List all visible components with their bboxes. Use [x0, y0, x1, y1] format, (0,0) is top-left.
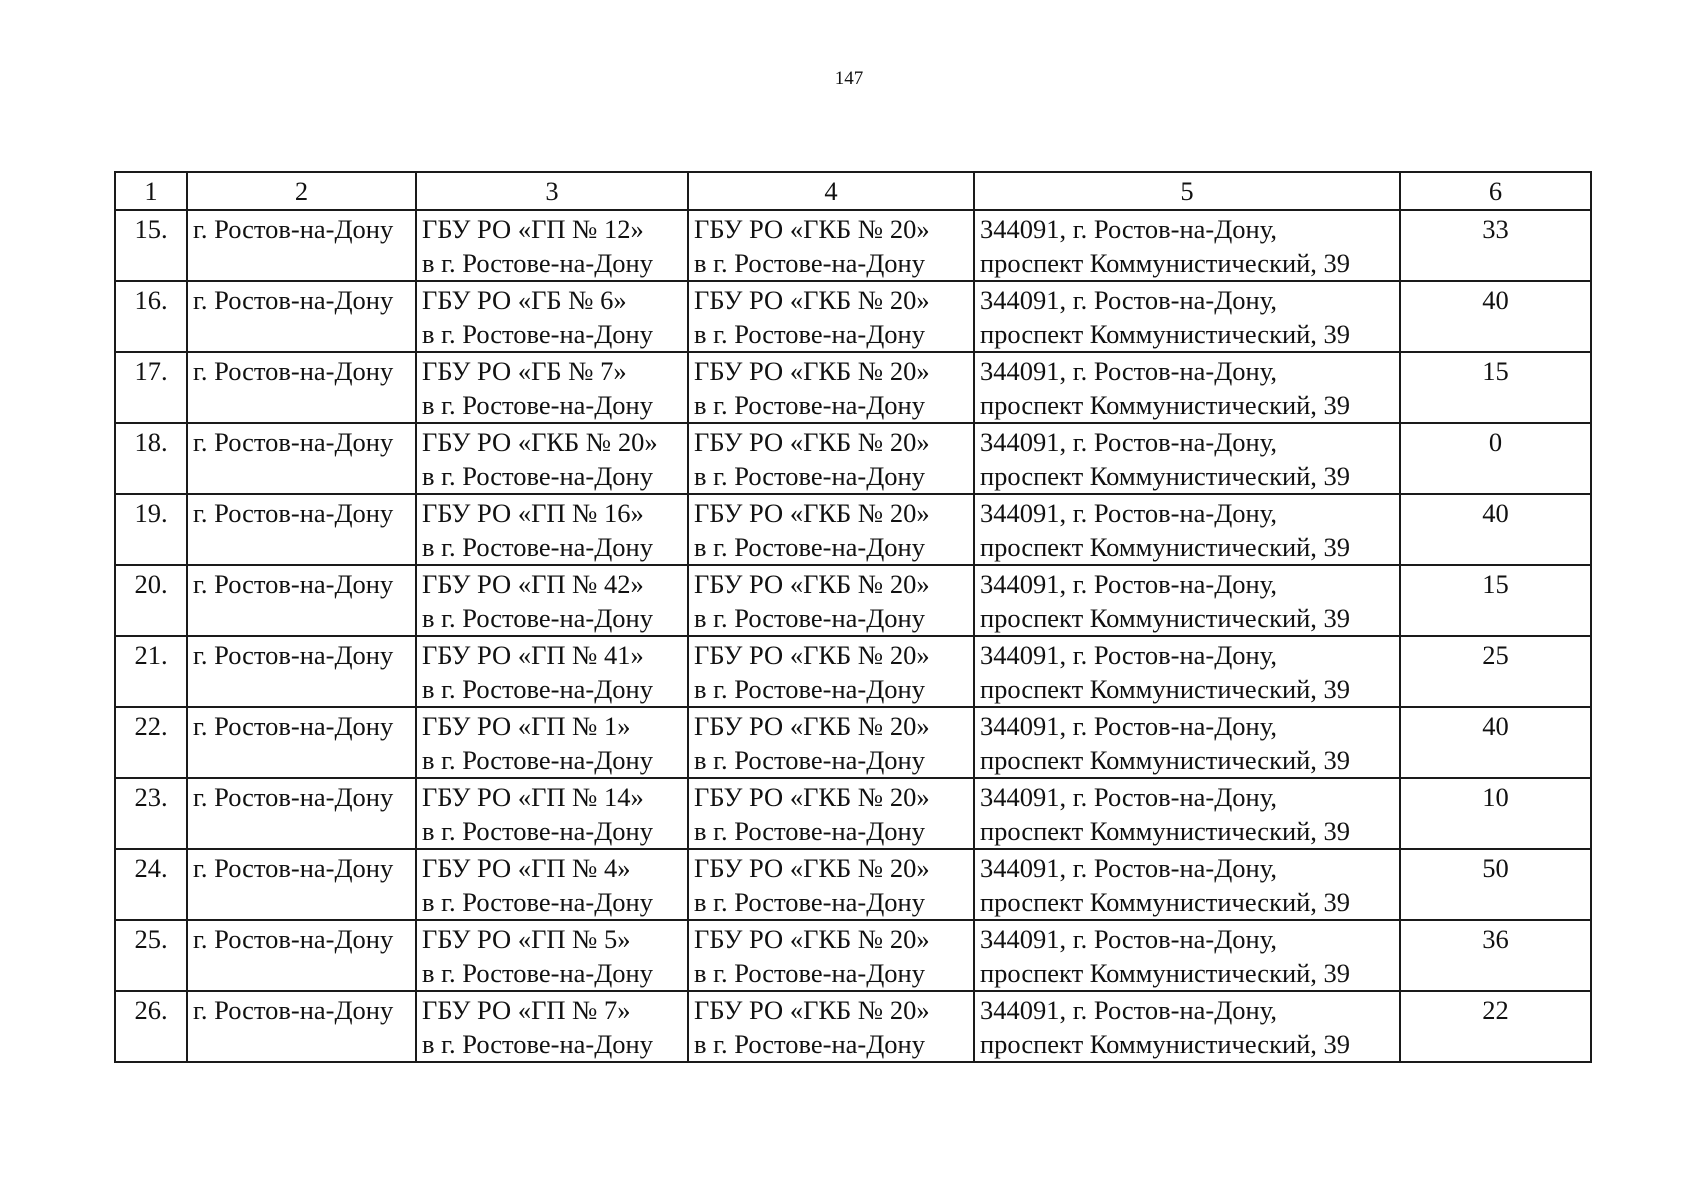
- target-institution-name: ГБУ РО «ГКБ № 20»: [694, 214, 930, 244]
- city-cell: [187, 423, 416, 494]
- target-institution-location: в г. Ростове-на-Дону: [694, 319, 925, 349]
- column-header: 3: [416, 172, 688, 210]
- row-number: 16.: [134, 285, 168, 315]
- row-number-cell: [115, 920, 187, 991]
- target-institution-location: в г. Ростове-на-Дону: [694, 816, 925, 846]
- row-number-cell: [115, 210, 187, 281]
- source-institution-location: в г. Ростове-на-Дону: [422, 248, 653, 278]
- target-institution-cell: [688, 210, 974, 281]
- target-institution-cell: [688, 991, 974, 1062]
- address-line-1: 344091, г. Ростов-на-Дону,: [980, 924, 1277, 954]
- address-cell: [974, 423, 1400, 494]
- target-institution-location: в г. Ростове-на-Дону: [694, 674, 925, 704]
- address-line-1: 344091, г. Ростов-на-Дону,: [980, 782, 1277, 812]
- address-line-1: 344091, г. Ростов-на-Дону,: [980, 711, 1277, 741]
- source-institution-location: в г. Ростове-на-Дону: [422, 390, 653, 420]
- city-text: г. Ростов-на-Дону: [193, 427, 394, 457]
- target-institution-cell: [688, 636, 974, 707]
- target-institution-name: ГБУ РО «ГКБ № 20»: [694, 995, 930, 1025]
- target-institution-cell: [688, 849, 974, 920]
- target-institution-name: ГБУ РО «ГКБ № 20»: [694, 853, 930, 883]
- row-number-cell: [115, 636, 187, 707]
- row-number: 17.: [134, 356, 168, 386]
- source-institution-cell: [416, 423, 688, 494]
- source-institution-cell: [416, 778, 688, 849]
- source-institution-location: в г. Ростове-на-Дону: [422, 532, 653, 562]
- table-row: [115, 778, 1591, 849]
- city-text: г. Ростов-на-Дону: [193, 285, 394, 315]
- city-cell: [187, 707, 416, 778]
- city-cell: [187, 494, 416, 565]
- address-cell: [974, 636, 1400, 707]
- address-cell: [974, 565, 1400, 636]
- row-number-cell: [115, 778, 187, 849]
- target-institution-name: ГБУ РО «ГКБ № 20»: [694, 427, 930, 457]
- city-cell: [187, 210, 416, 281]
- address-line-2: проспект Коммунистический, 39: [980, 958, 1351, 988]
- column-header: 6: [1400, 172, 1591, 210]
- source-institution-name: ГБУ РО «ГБ № 7»: [422, 356, 627, 386]
- source-institution-location: в г. Ростове-на-Дону: [422, 958, 653, 988]
- quantity-value: 15: [1482, 356, 1509, 386]
- source-institution-location: в г. Ростове-на-Дону: [422, 745, 653, 775]
- page-number: 147: [834, 68, 864, 89]
- source-institution-cell: [416, 920, 688, 991]
- row-number-cell: [115, 565, 187, 636]
- address-line-2: проспект Коммунистический, 39: [980, 1029, 1351, 1059]
- row-number: 22.: [134, 711, 168, 741]
- source-institution-cell: [416, 210, 688, 281]
- target-institution-cell: [688, 920, 974, 991]
- address-cell: [974, 991, 1400, 1062]
- quantity-value: 33: [1482, 214, 1509, 244]
- address-line-1: 344091, г. Ростов-на-Дону,: [980, 356, 1277, 386]
- address-cell: [974, 707, 1400, 778]
- address-cell: [974, 352, 1400, 423]
- source-institution-name: ГБУ РО «ГБ № 6»: [422, 285, 627, 315]
- row-number-cell: [115, 707, 187, 778]
- table-row: [115, 920, 1591, 991]
- source-institution-location: в г. Ростове-на-Дону: [422, 1029, 653, 1059]
- address-cell: [974, 210, 1400, 281]
- source-institution-location: в г. Ростове-на-Дону: [422, 674, 653, 704]
- target-institution-name: ГБУ РО «ГКБ № 20»: [694, 569, 930, 599]
- address-line-2: проспект Коммунистический, 39: [980, 745, 1351, 775]
- target-institution-location: в г. Ростове-на-Дону: [694, 248, 925, 278]
- target-institution-cell: [688, 423, 974, 494]
- target-institution-name: ГБУ РО «ГКБ № 20»: [694, 640, 930, 670]
- city-text: г. Ростов-на-Дону: [193, 356, 394, 386]
- row-number: 21.: [134, 640, 168, 670]
- city-text: г. Ростов-на-Дону: [193, 569, 394, 599]
- city-text: г. Ростов-на-Дону: [193, 640, 394, 670]
- row-number: 24.: [134, 853, 168, 883]
- source-institution-name: ГБУ РО «ГКБ № 20»: [422, 427, 658, 457]
- city-text: г. Ростов-на-Дону: [193, 924, 394, 954]
- source-institution-cell: [416, 707, 688, 778]
- table-body: [115, 172, 1591, 1062]
- target-institution-location: в г. Ростове-на-Дону: [694, 958, 925, 988]
- city-cell: [187, 636, 416, 707]
- source-institution-cell: [416, 352, 688, 423]
- address-line-2: проспект Коммунистический, 39: [980, 390, 1351, 420]
- quantity-cell: [1400, 494, 1591, 565]
- data-table: [114, 171, 1592, 1063]
- row-number-cell: [115, 423, 187, 494]
- address-line-1: 344091, г. Ростов-на-Дону,: [980, 498, 1277, 528]
- table-header-row: [115, 172, 1591, 210]
- row-number: 23.: [134, 782, 168, 812]
- target-institution-cell: [688, 281, 974, 352]
- row-number: 18.: [134, 427, 168, 457]
- source-institution-cell: [416, 849, 688, 920]
- table-row: [115, 849, 1591, 920]
- column-header: 2: [187, 172, 416, 210]
- source-institution-name: ГБУ РО «ГП № 42»: [422, 569, 644, 599]
- source-institution-cell: [416, 494, 688, 565]
- column-header: 4: [688, 172, 974, 210]
- table-row: [115, 636, 1591, 707]
- address-cell: [974, 281, 1400, 352]
- table-row: [115, 707, 1591, 778]
- quantity-value: 36: [1482, 924, 1509, 954]
- source-institution-cell: [416, 991, 688, 1062]
- address-line-2: проспект Коммунистический, 39: [980, 887, 1351, 917]
- city-cell: [187, 352, 416, 423]
- column-header: 5: [974, 172, 1400, 210]
- target-institution-location: в г. Ростове-на-Дону: [694, 603, 925, 633]
- row-number: 15.: [134, 214, 168, 244]
- city-cell: [187, 920, 416, 991]
- quantity-value: 25: [1482, 640, 1509, 670]
- source-institution-location: в г. Ростове-на-Дону: [422, 887, 653, 917]
- city-cell: [187, 778, 416, 849]
- quantity-cell: [1400, 778, 1591, 849]
- target-institution-location: в г. Ростове-на-Дону: [694, 1029, 925, 1059]
- row-number: 19.: [134, 498, 168, 528]
- source-institution-cell: [416, 565, 688, 636]
- row-number-cell: [115, 494, 187, 565]
- quantity-value: 40: [1482, 498, 1509, 528]
- target-institution-cell: [688, 778, 974, 849]
- source-institution-location: в г. Ростове-на-Дону: [422, 816, 653, 846]
- row-number: 20.: [134, 569, 168, 599]
- address-line-2: проспект Коммунистический, 39: [980, 319, 1351, 349]
- row-number-cell: [115, 991, 187, 1062]
- source-institution-name: ГБУ РО «ГП № 1»: [422, 711, 631, 741]
- target-institution-cell: [688, 494, 974, 565]
- address-line-2: проспект Коммунистический, 39: [980, 674, 1351, 704]
- address-line-1: 344091, г. Ростов-на-Дону,: [980, 853, 1277, 883]
- quantity-value: 40: [1482, 711, 1509, 741]
- address-line-1: 344091, г. Ростов-на-Дону,: [980, 427, 1277, 457]
- address-cell: [974, 920, 1400, 991]
- source-institution-location: в г. Ростове-на-Дону: [422, 461, 653, 491]
- target-institution-cell: [688, 707, 974, 778]
- table-row: [115, 210, 1591, 281]
- quantity-value: 40: [1482, 285, 1509, 315]
- address-line-2: проспект Коммунистический, 39: [980, 816, 1351, 846]
- address-line-2: проспект Коммунистический, 39: [980, 461, 1351, 491]
- target-institution-name: ГБУ РО «ГКБ № 20»: [694, 782, 930, 812]
- quantity-value: 50: [1482, 853, 1509, 883]
- address-line-2: проспект Коммунистический, 39: [980, 603, 1351, 633]
- address-line-1: 344091, г. Ростов-на-Дону,: [980, 569, 1277, 599]
- quantity-cell: [1400, 849, 1591, 920]
- quantity-value: 15: [1482, 569, 1509, 599]
- quantity-cell: [1400, 423, 1591, 494]
- source-institution-name: ГБУ РО «ГП № 16»: [422, 498, 644, 528]
- city-cell: [187, 281, 416, 352]
- city-text: г. Ростов-на-Дону: [193, 995, 394, 1025]
- target-institution-cell: [688, 565, 974, 636]
- target-institution-name: ГБУ РО «ГКБ № 20»: [694, 498, 930, 528]
- target-institution-location: в г. Ростове-на-Дону: [694, 745, 925, 775]
- source-institution-location: в г. Ростове-на-Дону: [422, 603, 653, 633]
- column-header: 1: [115, 172, 187, 210]
- source-institution-cell: [416, 281, 688, 352]
- quantity-value: 10: [1482, 782, 1509, 812]
- address-line-1: 344091, г. Ростов-на-Дону,: [980, 214, 1277, 244]
- target-institution-name: ГБУ РО «ГКБ № 20»: [694, 924, 930, 954]
- address-line-2: проспект Коммунистический, 39: [980, 248, 1351, 278]
- quantity-cell: [1400, 281, 1591, 352]
- target-institution-location: в г. Ростове-на-Дону: [694, 461, 925, 491]
- city-text: г. Ростов-на-Дону: [193, 498, 394, 528]
- quantity-cell: [1400, 352, 1591, 423]
- address-line-1: 344091, г. Ростов-на-Дону,: [980, 285, 1277, 315]
- quantity-cell: [1400, 565, 1591, 636]
- row-number-cell: [115, 281, 187, 352]
- city-cell: [187, 565, 416, 636]
- source-institution-name: ГБУ РО «ГП № 14»: [422, 782, 644, 812]
- address-cell: [974, 494, 1400, 565]
- quantity-cell: [1400, 707, 1591, 778]
- target-institution-location: в г. Ростове-на-Дону: [694, 887, 925, 917]
- target-institution-name: ГБУ РО «ГКБ № 20»: [694, 711, 930, 741]
- table-row: [115, 991, 1591, 1062]
- source-institution-name: ГБУ РО «ГП № 12»: [422, 214, 644, 244]
- table-row: [115, 281, 1591, 352]
- row-number: 25.: [134, 924, 168, 954]
- target-institution-location: в г. Ростове-на-Дону: [694, 390, 925, 420]
- quantity-cell: [1400, 210, 1591, 281]
- source-institution-name: ГБУ РО «ГП № 41»: [422, 640, 644, 670]
- row-number-cell: [115, 352, 187, 423]
- city-cell: [187, 991, 416, 1062]
- table-row: [115, 423, 1591, 494]
- quantity-cell: [1400, 920, 1591, 991]
- city-text: г. Ростов-на-Дону: [193, 711, 394, 741]
- row-number-cell: [115, 849, 187, 920]
- city-text: г. Ростов-на-Дону: [193, 853, 394, 883]
- address-cell: [974, 778, 1400, 849]
- address-line-1: 344091, г. Ростов-на-Дону,: [980, 640, 1277, 670]
- city-text: г. Ростов-на-Дону: [193, 214, 394, 244]
- target-institution-name: ГБУ РО «ГКБ № 20»: [694, 356, 930, 386]
- table-row: [115, 352, 1591, 423]
- table-row: [115, 494, 1591, 565]
- target-institution-cell: [688, 352, 974, 423]
- target-institution-location: в г. Ростове-на-Дону: [694, 532, 925, 562]
- source-institution-name: ГБУ РО «ГП № 4»: [422, 853, 631, 883]
- city-text: г. Ростов-на-Дону: [193, 782, 394, 812]
- quantity-value: 0: [1488, 427, 1503, 457]
- source-institution-location: в г. Ростове-на-Дону: [422, 319, 653, 349]
- quantity-value: 22: [1482, 995, 1509, 1025]
- target-institution-name: ГБУ РО «ГКБ № 20»: [694, 285, 930, 315]
- city-cell: [187, 849, 416, 920]
- quantity-cell: [1400, 991, 1591, 1062]
- table-row: [115, 565, 1591, 636]
- source-institution-name: ГБУ РО «ГП № 7»: [422, 995, 631, 1025]
- row-number: 26.: [134, 995, 168, 1025]
- address-line-1: 344091, г. Ростов-на-Дону,: [980, 995, 1277, 1025]
- source-institution-cell: [416, 636, 688, 707]
- address-line-2: проспект Коммунистический, 39: [980, 532, 1351, 562]
- address-cell: [974, 849, 1400, 920]
- quantity-cell: [1400, 636, 1591, 707]
- source-institution-name: ГБУ РО «ГП № 5»: [422, 924, 631, 954]
